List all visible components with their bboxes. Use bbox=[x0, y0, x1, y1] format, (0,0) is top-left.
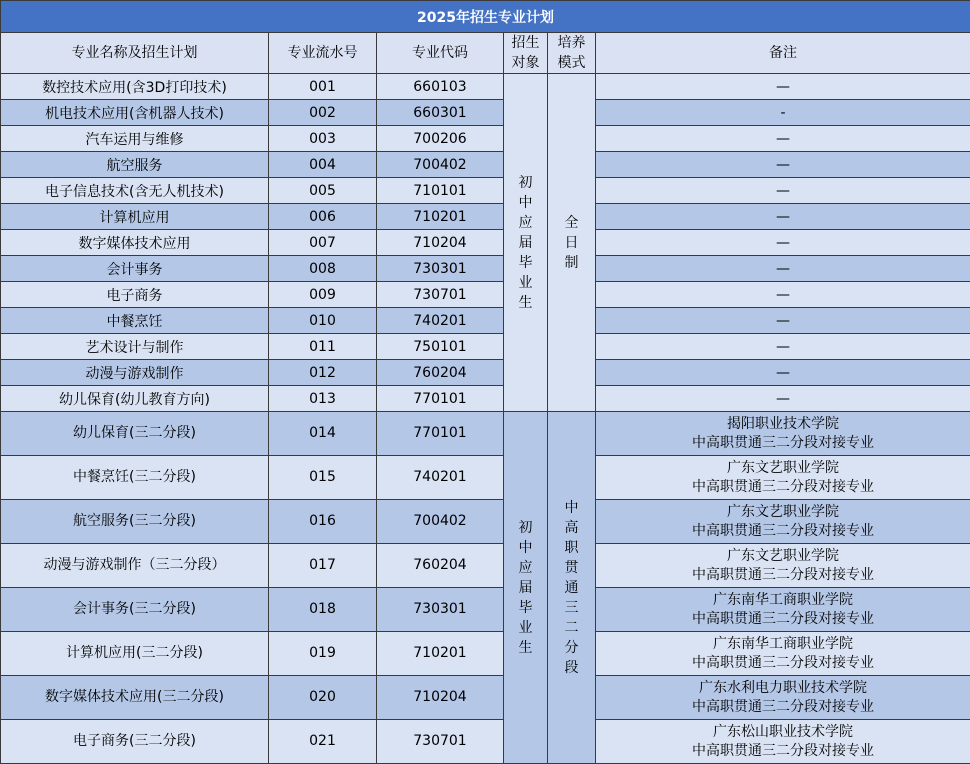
header-name: 专业名称及招生计划 bbox=[1, 33, 269, 74]
cell-seq: 017 bbox=[269, 544, 377, 588]
cell-note: — bbox=[596, 230, 970, 256]
table-row bbox=[1, 126, 970, 152]
header-code: 专业代码 bbox=[377, 33, 504, 74]
cell-code: 700402 bbox=[377, 500, 504, 544]
cell-note: — bbox=[596, 152, 970, 178]
table-row bbox=[1, 412, 970, 456]
cell-code: 660301 bbox=[377, 100, 504, 126]
table-row bbox=[1, 178, 970, 204]
table-row bbox=[1, 632, 970, 676]
note-college: 广东水利电力职业技术学院 bbox=[699, 679, 868, 696]
cell-mode-group: 全日制 bbox=[548, 74, 596, 412]
cell-code: 660103 bbox=[377, 74, 504, 100]
cell-code: 770101 bbox=[377, 386, 504, 412]
cell-seq: 005 bbox=[269, 178, 377, 204]
cell-code: 710201 bbox=[377, 632, 504, 676]
cell-code: 710204 bbox=[377, 230, 504, 256]
cell-code: 730301 bbox=[377, 256, 504, 282]
cell-seq: 004 bbox=[269, 152, 377, 178]
table-row bbox=[1, 334, 970, 360]
cell-seq: 016 bbox=[269, 500, 377, 544]
note-college: 广东南华工商职业学院 bbox=[713, 591, 854, 608]
cell-seq: 018 bbox=[269, 588, 377, 632]
cell-code: 700206 bbox=[377, 126, 504, 152]
cell-seq: 006 bbox=[269, 204, 377, 230]
cell-seq: 002 bbox=[269, 100, 377, 126]
cell-major-name: 动漫与游戏制作（三二分段） bbox=[1, 544, 269, 588]
cell-major-name: 汽车运用与维修 bbox=[1, 126, 269, 152]
cell-note: — bbox=[596, 308, 970, 334]
cell-note bbox=[596, 588, 970, 632]
cell-major-name: 航空服务 bbox=[1, 152, 269, 178]
cell-major-name: 数控技术应用(含3D打印技术) bbox=[1, 74, 269, 100]
table-row bbox=[1, 230, 970, 256]
note-college: 广东文艺职业学院 bbox=[727, 459, 840, 476]
cell-major-name: 艺术设计与制作 bbox=[1, 334, 269, 360]
table-row bbox=[1, 256, 970, 282]
header-target: 招生对象 bbox=[504, 33, 548, 74]
table-row bbox=[1, 676, 970, 720]
table-row bbox=[1, 500, 970, 544]
cell-code: 760204 bbox=[377, 544, 504, 588]
table-row bbox=[1, 308, 970, 334]
cell-note: — bbox=[596, 386, 970, 412]
cell-major-name: 电子商务(三二分段) bbox=[1, 720, 269, 764]
cell-major-name: 幼儿保育(幼儿教育方向) bbox=[1, 386, 269, 412]
note-college: 揭阳职业技术学院 bbox=[727, 415, 840, 432]
note-program: 中高职贯通三二分段对接专业 bbox=[692, 742, 875, 759]
cell-note bbox=[596, 676, 970, 720]
cell-seq: 010 bbox=[269, 308, 377, 334]
cell-seq: 009 bbox=[269, 282, 377, 308]
cell-code: 760204 bbox=[377, 360, 504, 386]
cell-seq: 013 bbox=[269, 386, 377, 412]
cell-code: 750101 bbox=[377, 334, 504, 360]
header-mode: 培养模式 bbox=[548, 33, 596, 74]
cell-major-name: 会计事务 bbox=[1, 256, 269, 282]
note-college: 广东松山职业技术学院 bbox=[713, 723, 854, 740]
cell-code: 730301 bbox=[377, 588, 504, 632]
cell-major-name: 动漫与游戏制作 bbox=[1, 360, 269, 386]
cell-major-name: 计算机应用 bbox=[1, 204, 269, 230]
cell-code: 770101 bbox=[377, 412, 504, 456]
cell-note bbox=[596, 720, 970, 764]
cell-seq: 019 bbox=[269, 632, 377, 676]
cell-note: — bbox=[596, 126, 970, 152]
cell-seq: 008 bbox=[269, 256, 377, 282]
cell-seq: 012 bbox=[269, 360, 377, 386]
cell-note bbox=[596, 632, 970, 676]
cell-note: — bbox=[596, 178, 970, 204]
cell-seq: 007 bbox=[269, 230, 377, 256]
table-row bbox=[1, 544, 970, 588]
table-row bbox=[1, 282, 970, 308]
cell-seq: 020 bbox=[269, 676, 377, 720]
cell-major-name: 计算机应用(三二分段) bbox=[1, 632, 269, 676]
cell-major-name: 电子商务 bbox=[1, 282, 269, 308]
table-row bbox=[1, 152, 970, 178]
cell-note: — bbox=[596, 74, 970, 100]
note-program: 中高职贯通三二分段对接专业 bbox=[692, 522, 875, 539]
cell-major-name: 电子信息技术(含无人机技术) bbox=[1, 178, 269, 204]
header-seq: 专业流水号 bbox=[269, 33, 377, 74]
note-college: 广东南华工商职业学院 bbox=[713, 635, 854, 652]
cell-code: 740201 bbox=[377, 308, 504, 334]
table-row bbox=[1, 720, 970, 764]
cell-note: — bbox=[596, 204, 970, 230]
cell-note: — bbox=[596, 256, 970, 282]
cell-major-name: 会计事务(三二分段) bbox=[1, 588, 269, 632]
cell-major-name: 中餐烹饪(三二分段) bbox=[1, 456, 269, 500]
table-row bbox=[1, 204, 970, 230]
cell-code: 730701 bbox=[377, 720, 504, 764]
note-program: 中高职贯通三二分段对接专业 bbox=[692, 698, 875, 715]
cell-seq: 011 bbox=[269, 334, 377, 360]
cell-major-name: 数字媒体技术应用 bbox=[1, 230, 269, 256]
table-row bbox=[1, 588, 970, 632]
note-program: 中高职贯通三二分段对接专业 bbox=[692, 654, 875, 671]
cell-seq: 021 bbox=[269, 720, 377, 764]
cell-code: 710201 bbox=[377, 204, 504, 230]
cell-target-group: 初中应届毕业生 bbox=[504, 412, 548, 764]
cell-target-group: 初中应届毕业生 bbox=[504, 74, 548, 412]
table-row bbox=[1, 360, 970, 386]
cell-mode-group: 中高职贯通三二分段 bbox=[548, 412, 596, 764]
cell-code: 700402 bbox=[377, 152, 504, 178]
cell-major-name: 机电技术应用(含机器人技术) bbox=[1, 100, 269, 126]
cell-code: 710204 bbox=[377, 676, 504, 720]
cell-note bbox=[596, 456, 970, 500]
cell-code: 740201 bbox=[377, 456, 504, 500]
cell-note: — bbox=[596, 282, 970, 308]
table-title: 2025年招生专业计划 bbox=[1, 1, 970, 33]
table-row bbox=[1, 74, 970, 100]
cell-major-name: 数字媒体技术应用(三二分段) bbox=[1, 676, 269, 720]
note-program: 中高职贯通三二分段对接专业 bbox=[692, 610, 875, 627]
note-program: 中高职贯通三二分段对接专业 bbox=[692, 478, 875, 495]
cell-major-name: 幼儿保育(三二分段) bbox=[1, 412, 269, 456]
cell-major-name: 航空服务(三二分段) bbox=[1, 500, 269, 544]
header-note: 备注 bbox=[596, 33, 970, 74]
cell-code: 730701 bbox=[377, 282, 504, 308]
cell-seq: 014 bbox=[269, 412, 377, 456]
table-row bbox=[1, 456, 970, 500]
cell-code: 710101 bbox=[377, 178, 504, 204]
table-row bbox=[1, 386, 970, 412]
cell-note: — bbox=[596, 360, 970, 386]
note-college: 广东文艺职业学院 bbox=[727, 547, 840, 564]
note-program: 中高职贯通三二分段对接专业 bbox=[692, 434, 875, 451]
note-college: 广东文艺职业学院 bbox=[727, 503, 840, 520]
cell-note bbox=[596, 544, 970, 588]
cell-note: — bbox=[596, 334, 970, 360]
cell-seq: 001 bbox=[269, 74, 377, 100]
note-program: 中高职贯通三二分段对接专业 bbox=[692, 566, 875, 583]
cell-seq: 003 bbox=[269, 126, 377, 152]
cell-note bbox=[596, 412, 970, 456]
cell-note: - bbox=[596, 100, 970, 126]
table-row bbox=[1, 100, 970, 126]
cell-note bbox=[596, 500, 970, 544]
cell-seq: 015 bbox=[269, 456, 377, 500]
cell-major-name: 中餐烹饪 bbox=[1, 308, 269, 334]
